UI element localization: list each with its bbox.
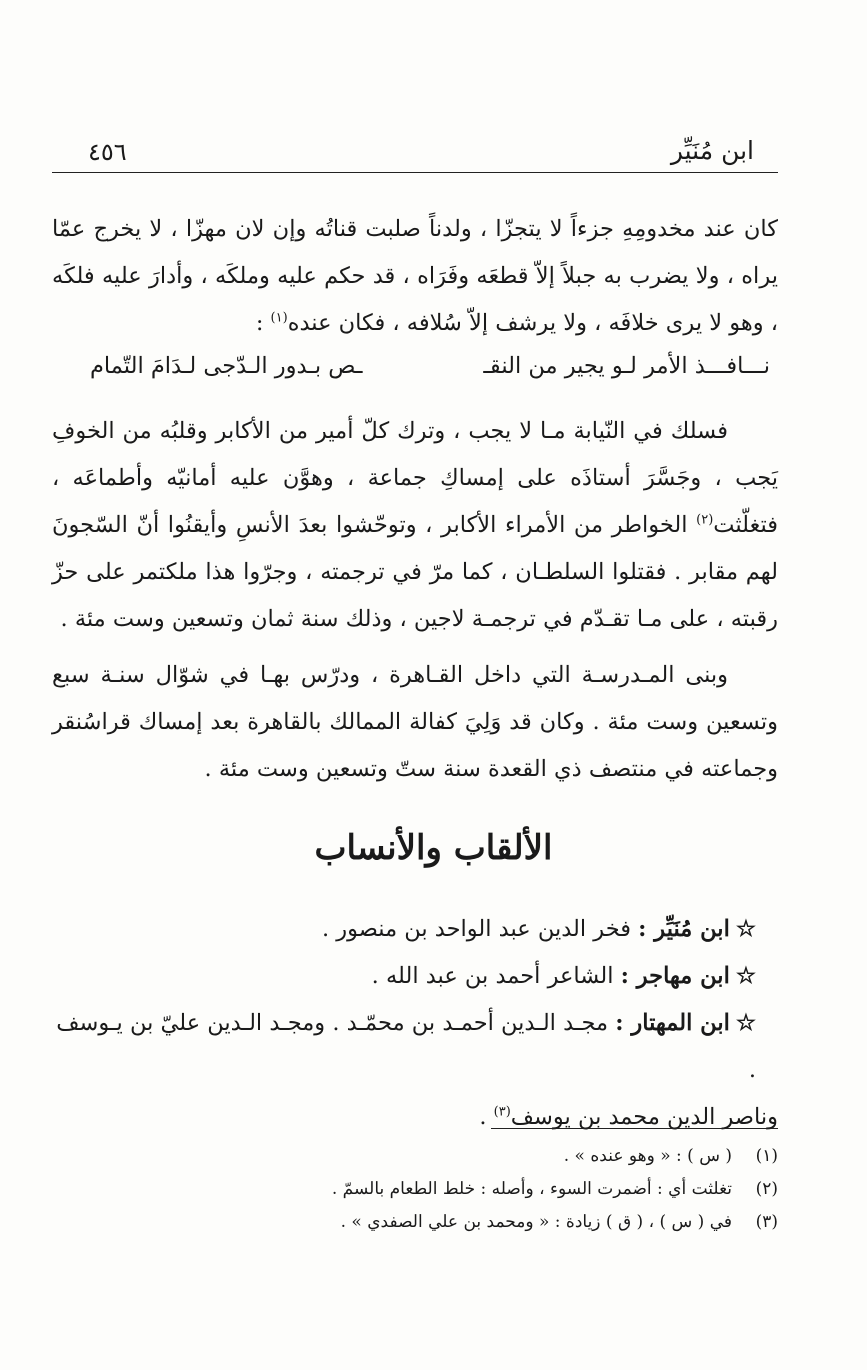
entry-text: مجـد الـدين أحمـد بن محمّـد . ومجـد الـدين عليّ بن يـوسف . — [56, 1010, 756, 1083]
paragraph-3: وبنى المـدرسـة التي داخل القـاهرة ، ودرّس بهـا في شوّال سنـة سبع وتسعين وست مئة . وكان قد وَلِيَ كفالة الممالك بالقاهرة بعد إمساك قراسُنقر وجماعته في منتصف ذي القعدة سنة ستّ وتسعين وست مئة . — [52, 662, 778, 782]
entry-text: فخر الدين عبد الواحد بن منصور . — [321, 916, 639, 942]
running-title: ابن مُنَيِّر — [670, 136, 754, 165]
footnote-ref-3[interactable]: (٣) — [493, 1104, 511, 1120]
poem-second-hemistich: ـص بـدور الـدّجى لـدَامَ التّمام — [90, 353, 363, 379]
footnote-text: تغلثت أي : أضمرت السوء ، وأصله : خلط الطعام بالسمّ . — [331, 1179, 732, 1199]
paragraph-1-end: : — [255, 310, 271, 336]
page-number: ٤٥٦ — [88, 138, 127, 166]
footnote-text: ( س ) : « وهو عنده » . — [563, 1146, 732, 1166]
poem-verse — [90, 353, 770, 397]
entry-item — [52, 1000, 778, 1094]
entry-text: الشاعر أحمد بن عبد الله . — [371, 963, 621, 989]
star-icon: ☆ — [735, 1010, 756, 1036]
paragraph-2 — [52, 408, 778, 643]
running-header — [52, 136, 778, 174]
entry-continuation — [52, 1094, 778, 1141]
footnotes-list — [52, 1140, 778, 1239]
footnote-item — [52, 1206, 778, 1239]
paragraph-2-text-a: فسلك في النّيابة مـا لا يجب ، وترك كلّ أمير من الأكابر وقلبُه من الخوفِ يَجب ، وجَسَّرَ أستاذَه على إمساكِ جماعة ، وهوَّن عليه أمانيّه وأطماعَه ، فتغلّثت — [52, 418, 778, 538]
entry-item — [52, 906, 778, 953]
star-icon: ☆ — [735, 963, 756, 989]
footnote-number: (١) — [755, 1146, 778, 1166]
poem-first-hemistich: نـــافـــذ الأمر لـو يجير من النقـ — [483, 353, 770, 379]
entry-continuation-end: . — [479, 1104, 494, 1130]
section-title: الألقاب والأنساب — [314, 828, 553, 868]
entry-name: ابن مهاجر : — [620, 963, 730, 989]
entry-item — [52, 953, 778, 1000]
footnote-number: (٣) — [755, 1212, 778, 1232]
footnote-ref-2[interactable]: (٢) — [696, 512, 714, 528]
header-rule — [52, 172, 778, 173]
paragraph-2-text-b: الخواطر من الأمراء الأكابر ، وتوحّشوا بعدَ الأنسِ وأيقنُوا أنّ السّجونَ لهم مقابر . فقتلوا السلطـان ، كما مرّ في ترجمته ، وجرّوا هذا ملكتمر على حزّ رقبته ، على مـا تقـدّم في ترجمـة لاجين ، وذلك سنة ثمان وتسعين وست مئة . — [52, 512, 778, 632]
entry-name: ابن المهتار : — [615, 1010, 730, 1036]
footnote-rule — [491, 1128, 778, 1129]
footnote-number: (٢) — [755, 1179, 778, 1199]
star-icon: ☆ — [735, 916, 756, 942]
footnote-text: في ( س ) ، ( ق ) زيادة : « ومحمد بن علي الصفدي » . — [340, 1212, 732, 1232]
paragraph-1 — [52, 206, 778, 347]
entry-continuation-text: وناصر الدين محمد بن يوسف — [510, 1104, 778, 1130]
entry-name: ابن مُنَيِّر : — [638, 916, 730, 942]
footnote-item — [52, 1140, 778, 1173]
paragraph-1-text: كان عند مخدومِهِ جزءاً لا يتجزّا ، ولدناً صلبت قناتُه وإن لان مهزّا ، لا يخرج عمّا يراه ، ولا يضرب به جبلاً إلاّ قطعَه وفَرَاه ، قد حكم عليه وملكَه ، وأدارَ عليه فلكَه ، وهو لا يرى خلافَه ، ولا يرشف إلاّ سُلافه ، فكان عنده — [52, 216, 778, 336]
entries-list — [52, 906, 778, 1141]
footnote-item — [52, 1173, 778, 1206]
footnote-ref-1[interactable]: (١) — [270, 310, 288, 326]
